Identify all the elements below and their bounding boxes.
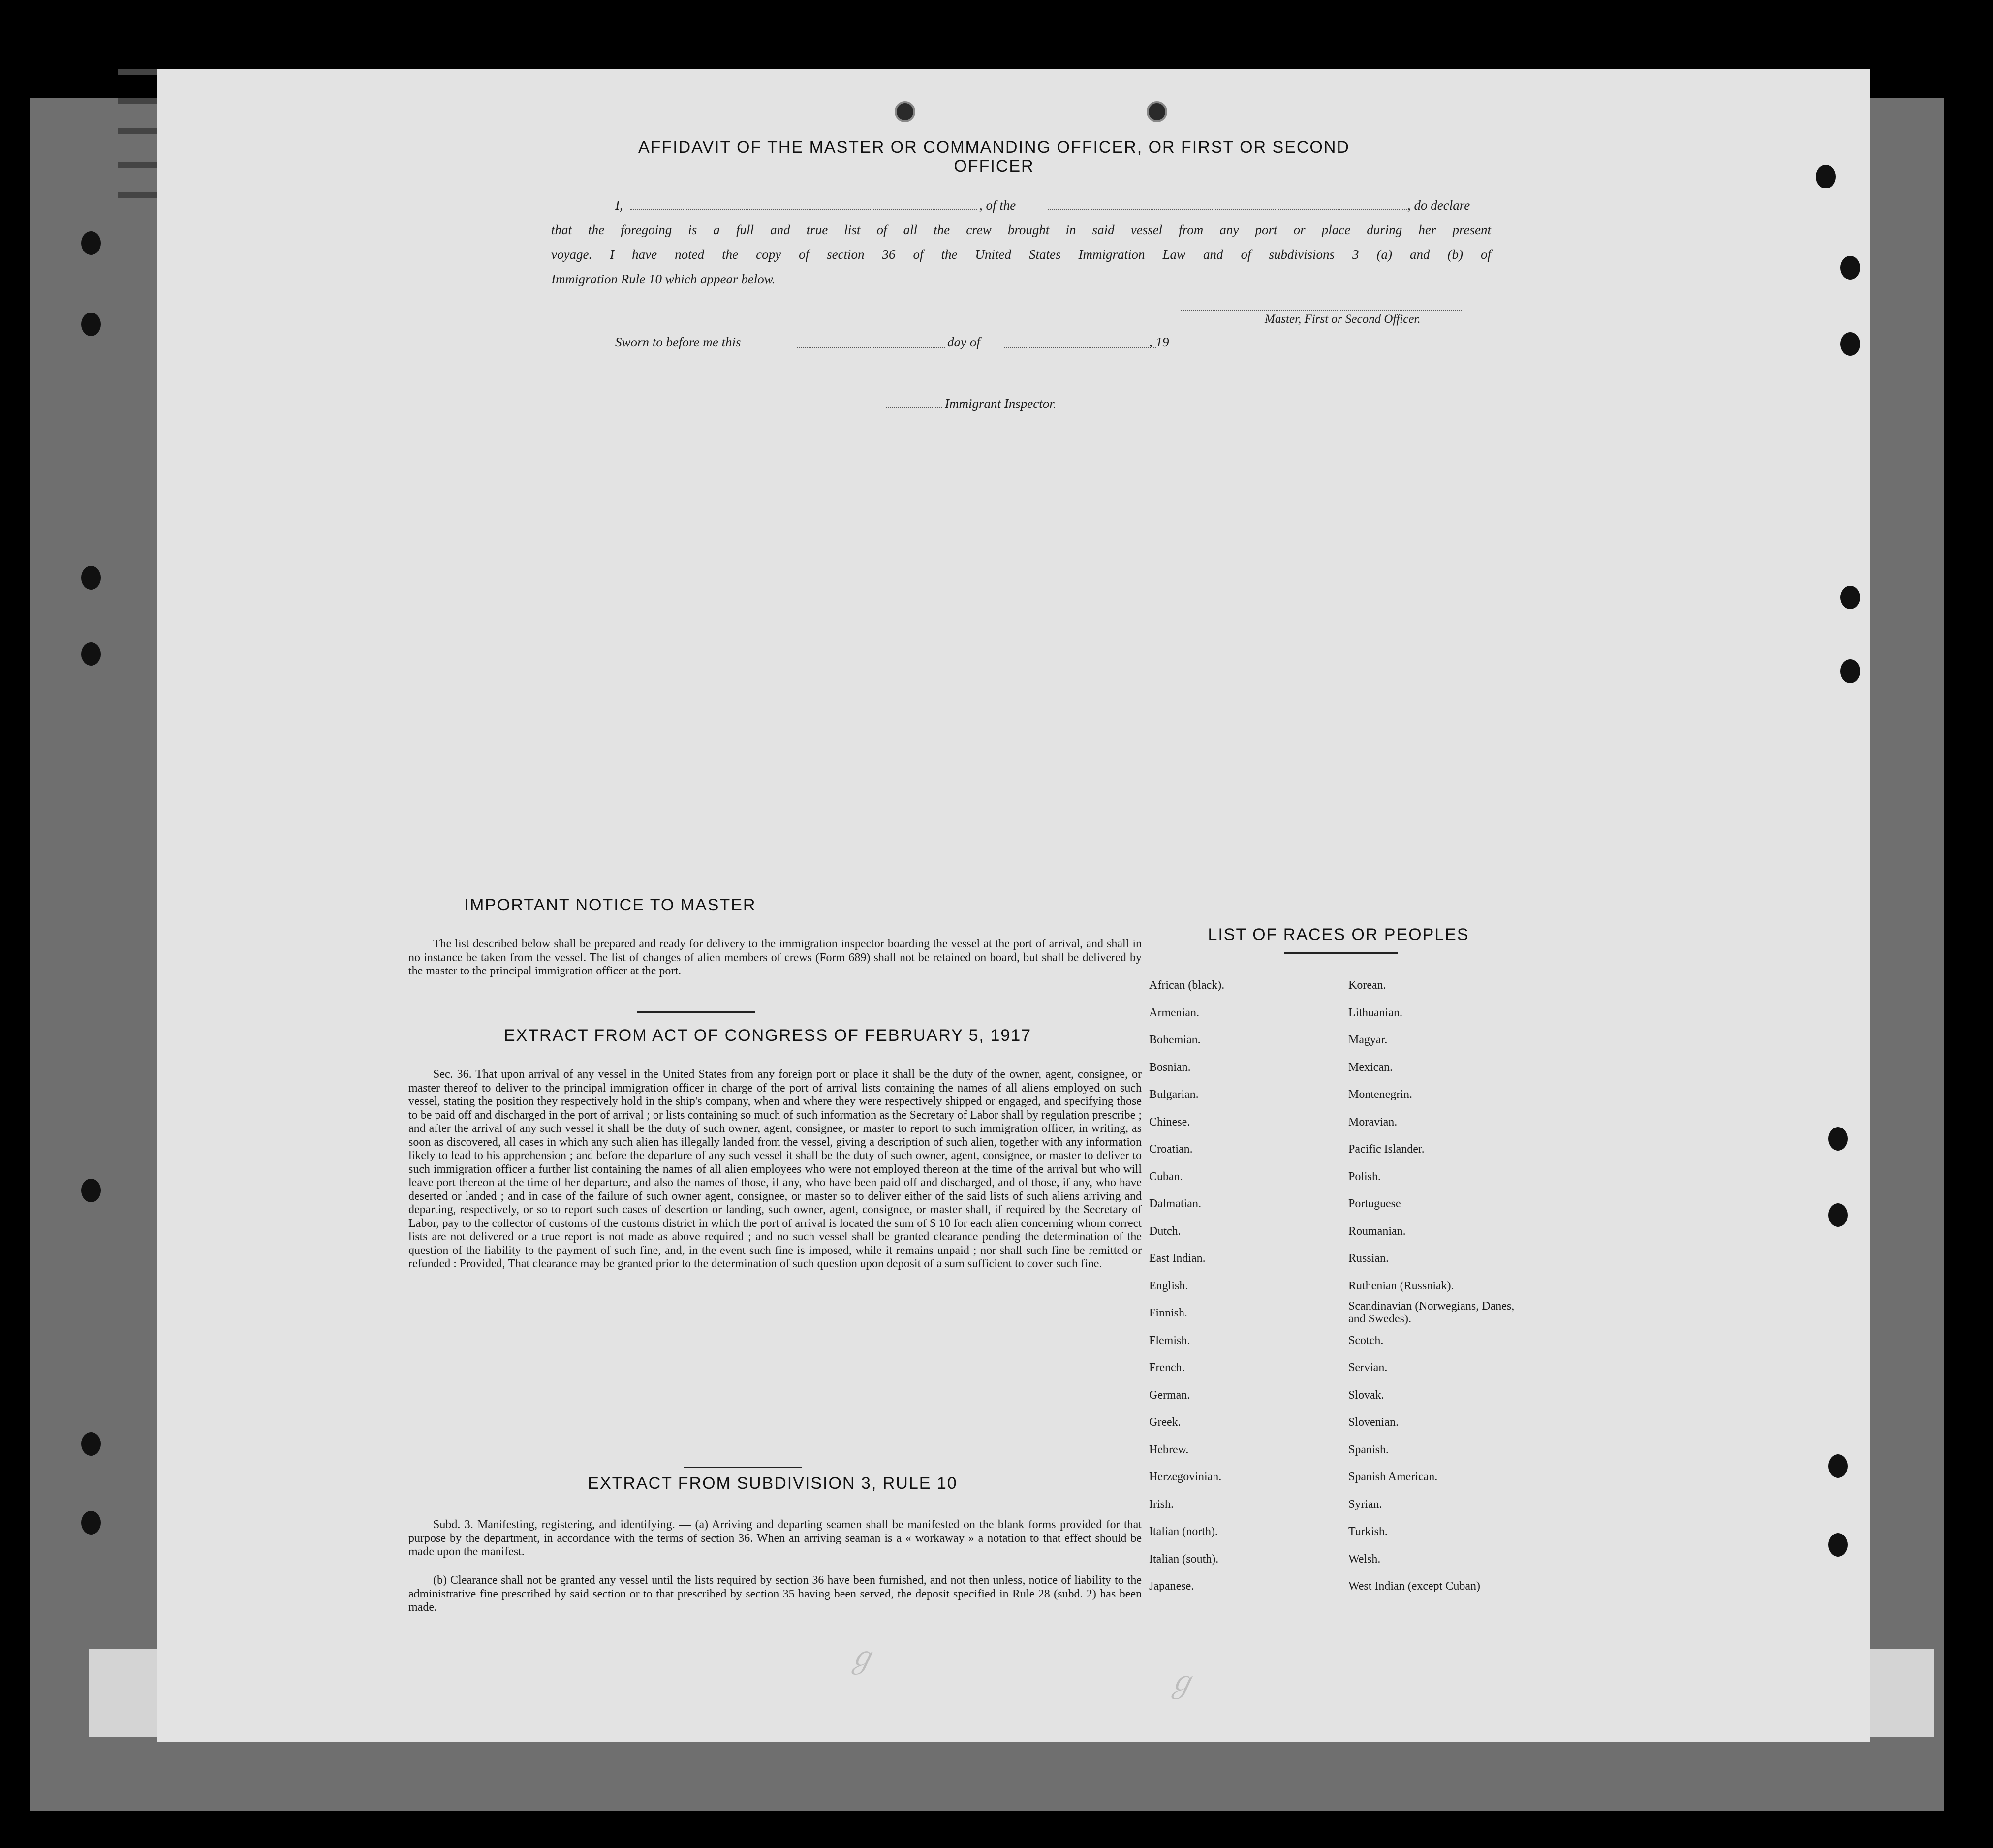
binder-hole [81, 566, 101, 590]
race-item: Japanese. [1149, 1580, 1194, 1593]
race-item: Montenegrin. [1348, 1088, 1412, 1101]
binder-hole [81, 1511, 101, 1535]
race-item: Servian. [1348, 1361, 1388, 1374]
year-label: , 19 [1149, 335, 1169, 349]
race-item: English. [1149, 1279, 1188, 1292]
extract-rule-title: EXTRACT FROM SUBDIVISION 3, RULE 10 [588, 1474, 958, 1493]
name-blank [630, 209, 977, 210]
race-item: Lithuanian. [1348, 1006, 1402, 1019]
race-item: Magyar. [1348, 1034, 1388, 1046]
race-item: Portuguese [1348, 1197, 1401, 1210]
race-item: Turkish. [1348, 1525, 1388, 1538]
race-item: Korean. [1348, 979, 1386, 992]
binder-hole [1840, 659, 1860, 683]
binder-hole [81, 1179, 101, 1202]
race-item: French. [1149, 1361, 1185, 1374]
race-item: Dalmatian. [1149, 1197, 1201, 1210]
edge-mark [118, 128, 157, 134]
master-signature-label: Master, First or Second Officer. [1265, 313, 1421, 326]
extract-act-text: Sec. 36. That upon arrival of any vessel in the United States from any foreign port or place it shall be the duty of the owner, agent, consignee, or master thereof to deliver to the principal immigration officer in charge of the port of arrival lists containing the names of all aliens employed on such vessel, stating the position they respectively hold in the ship's company, when and where they were respectively shipped or engaged, and specifying those to be paid off and discharged in the port of arrival ; or lists containing so much of such information as the Secretary of Labor shall by regulation prescribe ; and after the arrival of any such vessel it shall be the duty of such owner, agent, consignee, or master to report to such immigration officer, in writing, as soon as discovered, all cases in which any such alien has illegally landed from the vessel, giving a description of such alien, together with any information likely to lead to his apprehension ; and before the departure of any such vessel it shall be the duty of such owner, agent, consignee, or master to deliver to such immigration officer a further list containing the names of all alien employees who were not employed thereon at the time of the arrival but who will leave port thereon at the time of her departure, and also the names of those, if any, who have been paid off and discharged, and of those, if any, who have deserted or landed ; and in case of the failure of such owner agent, consignee, or master so to deliver either of the said lists of such aliens arriving and departing, respectively, or so to report such cases of desertion or landing, such owner, agent, consignee, or master shall, if required by the Secretary of Labor, pay to the collector of customs of the customs district in which the port of arrival is located the sum of $ 10 for each alien concerning whom correct lists are not delivered or a true report is not made as above required ; and no such vessel shall be granted clearance pending the determination of the question of the liability to the payment of such fine, and, in the event such fine is imposed, while it remains unpaid ; nor shall such fine be remitted or refunded : Provided, That clearance may be granted prior to the determination of such question upon deposit of a sum sufficient to cover such fine. [408, 1068, 1142, 1270]
race-item: Scotch. [1348, 1334, 1384, 1347]
edge-mark [118, 69, 157, 75]
sworn-label: Sworn to before me this [615, 335, 741, 349]
binder-hole [81, 642, 101, 666]
inspector-label: Immigrant Inspector. [945, 396, 1057, 411]
race-item: Bohemian. [1149, 1034, 1201, 1046]
race-item: Bulgarian. [1149, 1088, 1199, 1101]
sworn-month-blank [1004, 347, 1156, 348]
edge-mark [118, 162, 157, 168]
race-item: Mexican. [1348, 1061, 1393, 1074]
inspector-signature-blank [886, 407, 942, 408]
race-item: Spanish American. [1348, 1471, 1438, 1483]
race-item: Welsh. [1348, 1552, 1381, 1566]
affidavit-declare-label: , do declare [1407, 198, 1470, 213]
race-item: Hebrew. [1149, 1443, 1189, 1456]
pin-hole [1147, 101, 1167, 122]
race-item: Chinese. [1149, 1115, 1190, 1128]
affidavit-title: AFFIDAVIT OF THE MASTER OR COMMANDING OFFICER, OR FIRST OR SECOND OFFICER [638, 138, 1350, 176]
edge-mark [118, 192, 157, 198]
divider [1284, 952, 1398, 954]
race-item: German. [1149, 1388, 1190, 1402]
race-item: Cuban. [1149, 1170, 1183, 1183]
edge-mark [118, 98, 157, 104]
master-signature-blank [1181, 310, 1462, 311]
race-item: Slovak. [1348, 1388, 1384, 1402]
races-column-1 [1149, 972, 1336, 1600]
day-of-label: day of [947, 335, 980, 349]
race-item: Irish. [1149, 1498, 1174, 1511]
race-item: Syrian. [1348, 1498, 1382, 1511]
binder-hole [1828, 1127, 1848, 1151]
affidavit-i-label: I, [615, 198, 623, 213]
race-item: Moravian. [1348, 1115, 1398, 1128]
race-item: Italian (north). [1149, 1525, 1218, 1538]
pin-hole [895, 101, 915, 122]
notice-text: The list described below shall be prepared and ready for delivery to the immigration inspector boarding the vessel at the port of arrival, and shall in no instance be taken from the vessel. The list of changes of alien members of crews (Form 689) shall not be retained on board, but shall be delivered by the master to the principal immigration officer at the port. [408, 938, 1142, 977]
race-item: Polish. [1348, 1170, 1381, 1183]
races-column-2 [1348, 972, 1594, 1600]
race-item: Flemish. [1149, 1334, 1190, 1347]
notice-title: IMPORTANT NOTICE TO MASTER [464, 896, 756, 914]
race-item: Herzegovinian. [1149, 1471, 1222, 1483]
sworn-day-blank [797, 347, 945, 348]
race-item: Greek. [1149, 1416, 1181, 1429]
binder-hole [81, 1432, 101, 1456]
document-page [157, 69, 1870, 1742]
race-item: East Indian. [1149, 1252, 1206, 1265]
extract-rule-text-b: (b) Clearance shall not be granted any vessel until the lists required by section 36 have been furnished, and not then unless, notice of liability to the administrative fine prescribed by said section or to that prescribed by section 35 having been served, the deposit specified in Rule 28 (subd. 2) has been made. [408, 1574, 1142, 1614]
affidavit-of-the-label: , of the [979, 198, 1016, 213]
divider [684, 1467, 802, 1468]
affidavit-line-2: that the foregoing is a full and true list of all the crew brought in said vessel from any port or place during her present [551, 222, 1491, 237]
divider [637, 1011, 755, 1013]
extract-act-title: EXTRACT FROM ACT OF CONGRESS OF FEBRUARY 5, 1917 [503, 1026, 1032, 1045]
binder-hole [81, 231, 101, 255]
race-item: Croatian. [1149, 1143, 1193, 1156]
binder-hole [1816, 165, 1836, 188]
vessel-blank [1048, 209, 1407, 210]
race-item: Pacific Islander. [1348, 1143, 1425, 1156]
race-item: Armenian. [1149, 1006, 1199, 1019]
binder-hole [1840, 256, 1860, 280]
race-item: Russian. [1348, 1252, 1389, 1265]
binder-hole [1840, 332, 1860, 356]
affidavit-line-3: voyage. I have noted the copy of section 36 of the United States Immigration Law and of subdivisions 3 (a) and (b) of [551, 247, 1491, 262]
race-item: Roumanian. [1348, 1224, 1406, 1238]
race-item: Dutch. [1149, 1224, 1181, 1238]
race-item: Spanish. [1348, 1443, 1389, 1456]
binder-hole [1828, 1533, 1848, 1557]
race-item: Bosnian. [1149, 1061, 1191, 1074]
race-item: Scandinavian (Norwegians, Danes, and Swedes). [1348, 1300, 1515, 1325]
race-item: Italian (south). [1149, 1552, 1219, 1566]
races-title: LIST OF RACES OR PEOPLES [1208, 925, 1469, 944]
faint-handwriting: ℊ [1166, 1665, 1196, 1699]
binder-hole [81, 313, 101, 336]
race-item: West Indian (except Cuban) [1348, 1580, 1480, 1593]
affidavit-line-4: Immigration Rule 10 which appear below. [551, 272, 776, 286]
race-item: Finnish. [1149, 1307, 1188, 1319]
binder-hole [1840, 586, 1860, 609]
faint-handwriting: ℊ [846, 1640, 876, 1675]
extract-rule-text-a: Subd. 3. Manifesting, registering, and identifying. — (a) Arriving and departing seamen shall be manifested on the blank forms provided for that purpose by the department, in accordance with the terms of section 36. When an arriving seaman is a « workaway » a notation to that effect should be made upon the manifest. [408, 1518, 1142, 1558]
binder-hole [1828, 1454, 1848, 1478]
race-item: Ruthenian (Russniak). [1348, 1279, 1454, 1292]
binder-hole [1828, 1203, 1848, 1227]
race-item: African (black). [1149, 979, 1225, 992]
race-item: Slovenian. [1348, 1416, 1399, 1429]
